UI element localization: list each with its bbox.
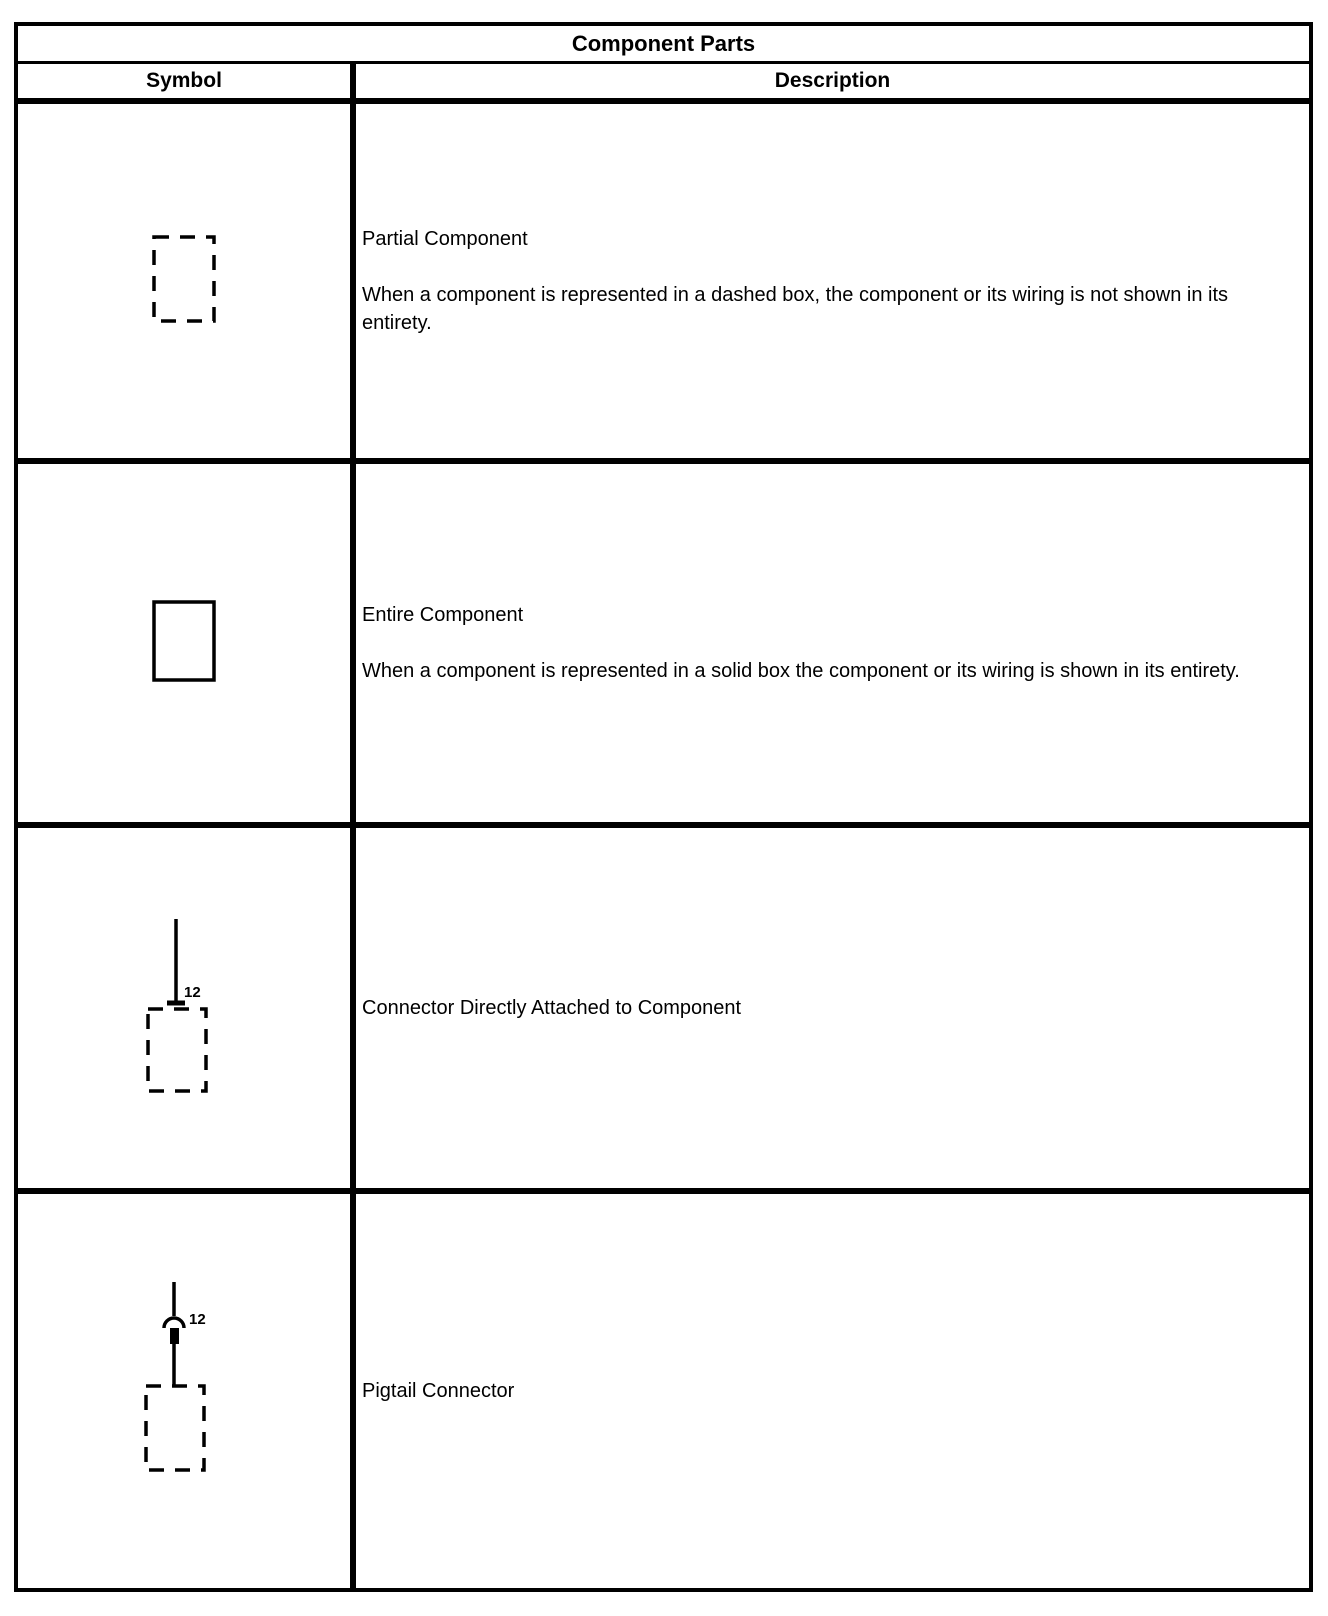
description-cell (356, 464, 1309, 822)
pin-number-label: 12 (189, 1310, 206, 1328)
symbol-cell-pigtail-connector (18, 1194, 356, 1588)
symbol-cell-connector-attached (18, 828, 356, 1188)
column-header-symbol-label: Symbol (146, 69, 222, 92)
symbol-cell-partial-component (18, 104, 356, 458)
dashed-box-icon (151, 234, 217, 329)
table-row (18, 104, 1309, 464)
description-cell (356, 104, 1309, 458)
table-row (18, 464, 1309, 828)
column-header-description (356, 64, 1309, 98)
component-parts-table (14, 22, 1313, 1592)
row-title: Entire Component (362, 604, 524, 626)
symbol-cell-entire-component (18, 464, 356, 822)
column-header-description-label: Description (774, 69, 891, 92)
table-title-row (18, 26, 1309, 64)
pigtail-connector-icon (139, 1280, 229, 1503)
row-body: When a component is represented in a dashed box, the component or its wiring is not shown in its entirety. (362, 284, 1229, 334)
description-cell (356, 1194, 1309, 1588)
solid-box-icon (151, 599, 217, 688)
connector-attached-icon (139, 917, 229, 1100)
row-title: Connector Directly Attached to Component (362, 997, 742, 1019)
table-row (18, 1194, 1309, 1588)
column-header-symbol (18, 64, 356, 98)
table-row (18, 828, 1309, 1194)
table-title: Component Parts (571, 30, 756, 56)
row-title: Partial Component (362, 228, 528, 250)
description-cell (356, 828, 1309, 1188)
row-body: When a component is represented in a solid box the component or its wiring is shown in its entirety. (362, 660, 1240, 682)
row-title: Pigtail Connector (362, 1380, 515, 1402)
table-header-row (18, 64, 1309, 104)
pin-number-label: 12 (184, 983, 201, 1001)
